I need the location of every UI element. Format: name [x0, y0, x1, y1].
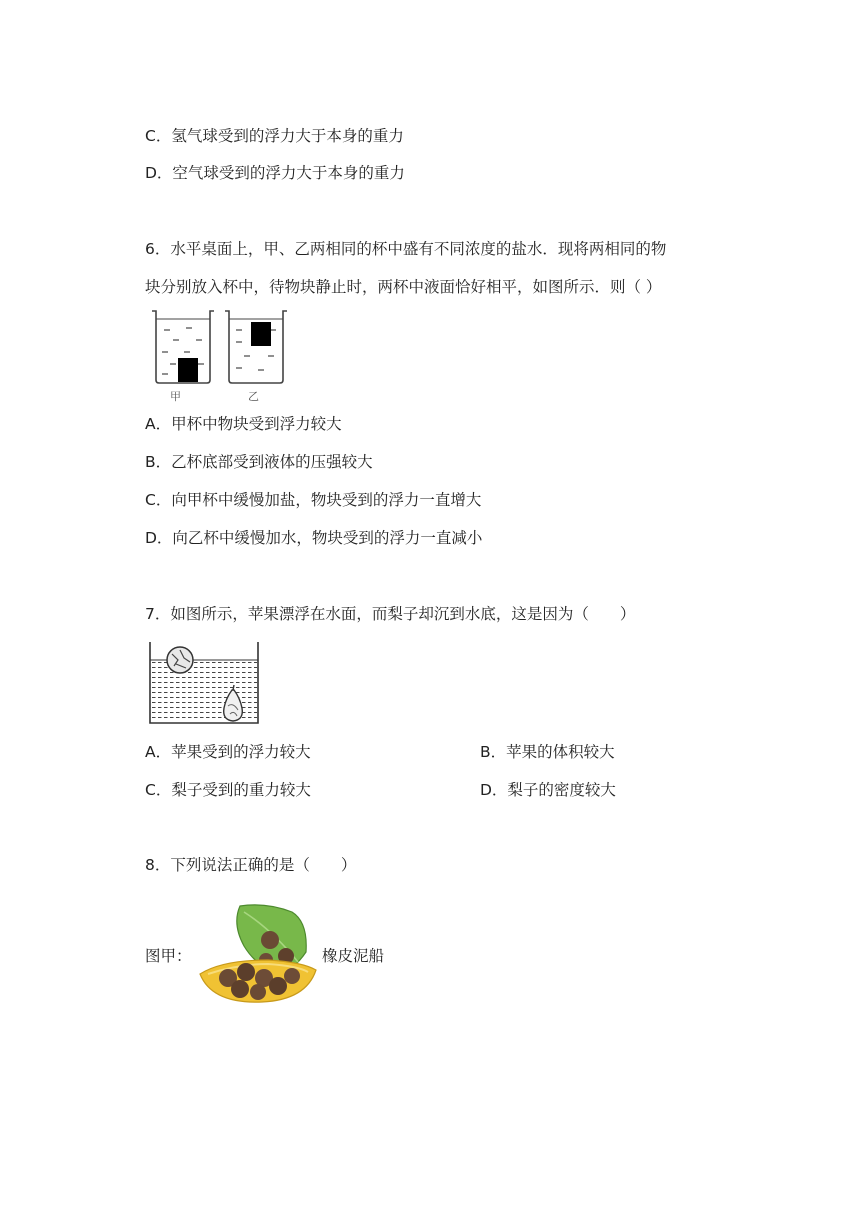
- q7-apple-pear-figure: [146, 640, 262, 728]
- q8-figure-caption: 橡皮泥船: [322, 947, 385, 965]
- q6-option-c: C．向甲杯中缓慢加盐，物块受到的浮力一直增大: [145, 491, 482, 509]
- q8-clay-boat-figure: [198, 900, 320, 1005]
- q6-option-b: B．乙杯底部受到液体的压强较大: [145, 453, 373, 471]
- apple-icon: [167, 647, 193, 673]
- q7-option-a: A．苹果受到的浮力较大: [145, 743, 311, 761]
- q7-option-c: C．梨子受到的重力较大: [145, 781, 311, 799]
- cup-label-b: 乙: [248, 390, 259, 403]
- q6-stem-line2: 块分别放入杯中，待物块静止时，两杯中液面恰好相平，如图所示．则（ ）: [145, 278, 662, 296]
- q6-cups-figure: [148, 306, 293, 406]
- block-b: [251, 322, 271, 346]
- q7-option-d: D．梨子的密度较大: [480, 781, 616, 799]
- q5-option-c: C．氢气球受到的浮力大于本身的重力: [145, 127, 404, 145]
- cup-b: [225, 311, 287, 383]
- yellow-boat: [200, 960, 316, 1002]
- q6-option-d: D．向乙杯中缓慢加水，物块受到的浮力一直减小: [145, 529, 483, 547]
- cup-label-a: 甲: [170, 390, 181, 403]
- q5-option-d: D．空气球受到的浮力大于本身的重力: [145, 164, 405, 182]
- q8-stem: 8．下列说法正确的是（ ）: [145, 856, 357, 874]
- q7-stem: 7．如图所示，苹果漂浮在水面，而梨子却沉到水底，这是因为（ ）: [145, 605, 636, 623]
- block-a: [178, 358, 198, 382]
- q7-option-b: B．苹果的体积较大: [480, 743, 615, 761]
- q6-option-a: A．甲杯中物块受到浮力较大: [145, 415, 342, 433]
- q6-stem-line1: 6．水平桌面上，甲、乙两相同的杯中盛有不同浓度的盐水．现将两相同的物: [145, 240, 667, 258]
- q8-figure-label: 图甲：: [145, 947, 192, 965]
